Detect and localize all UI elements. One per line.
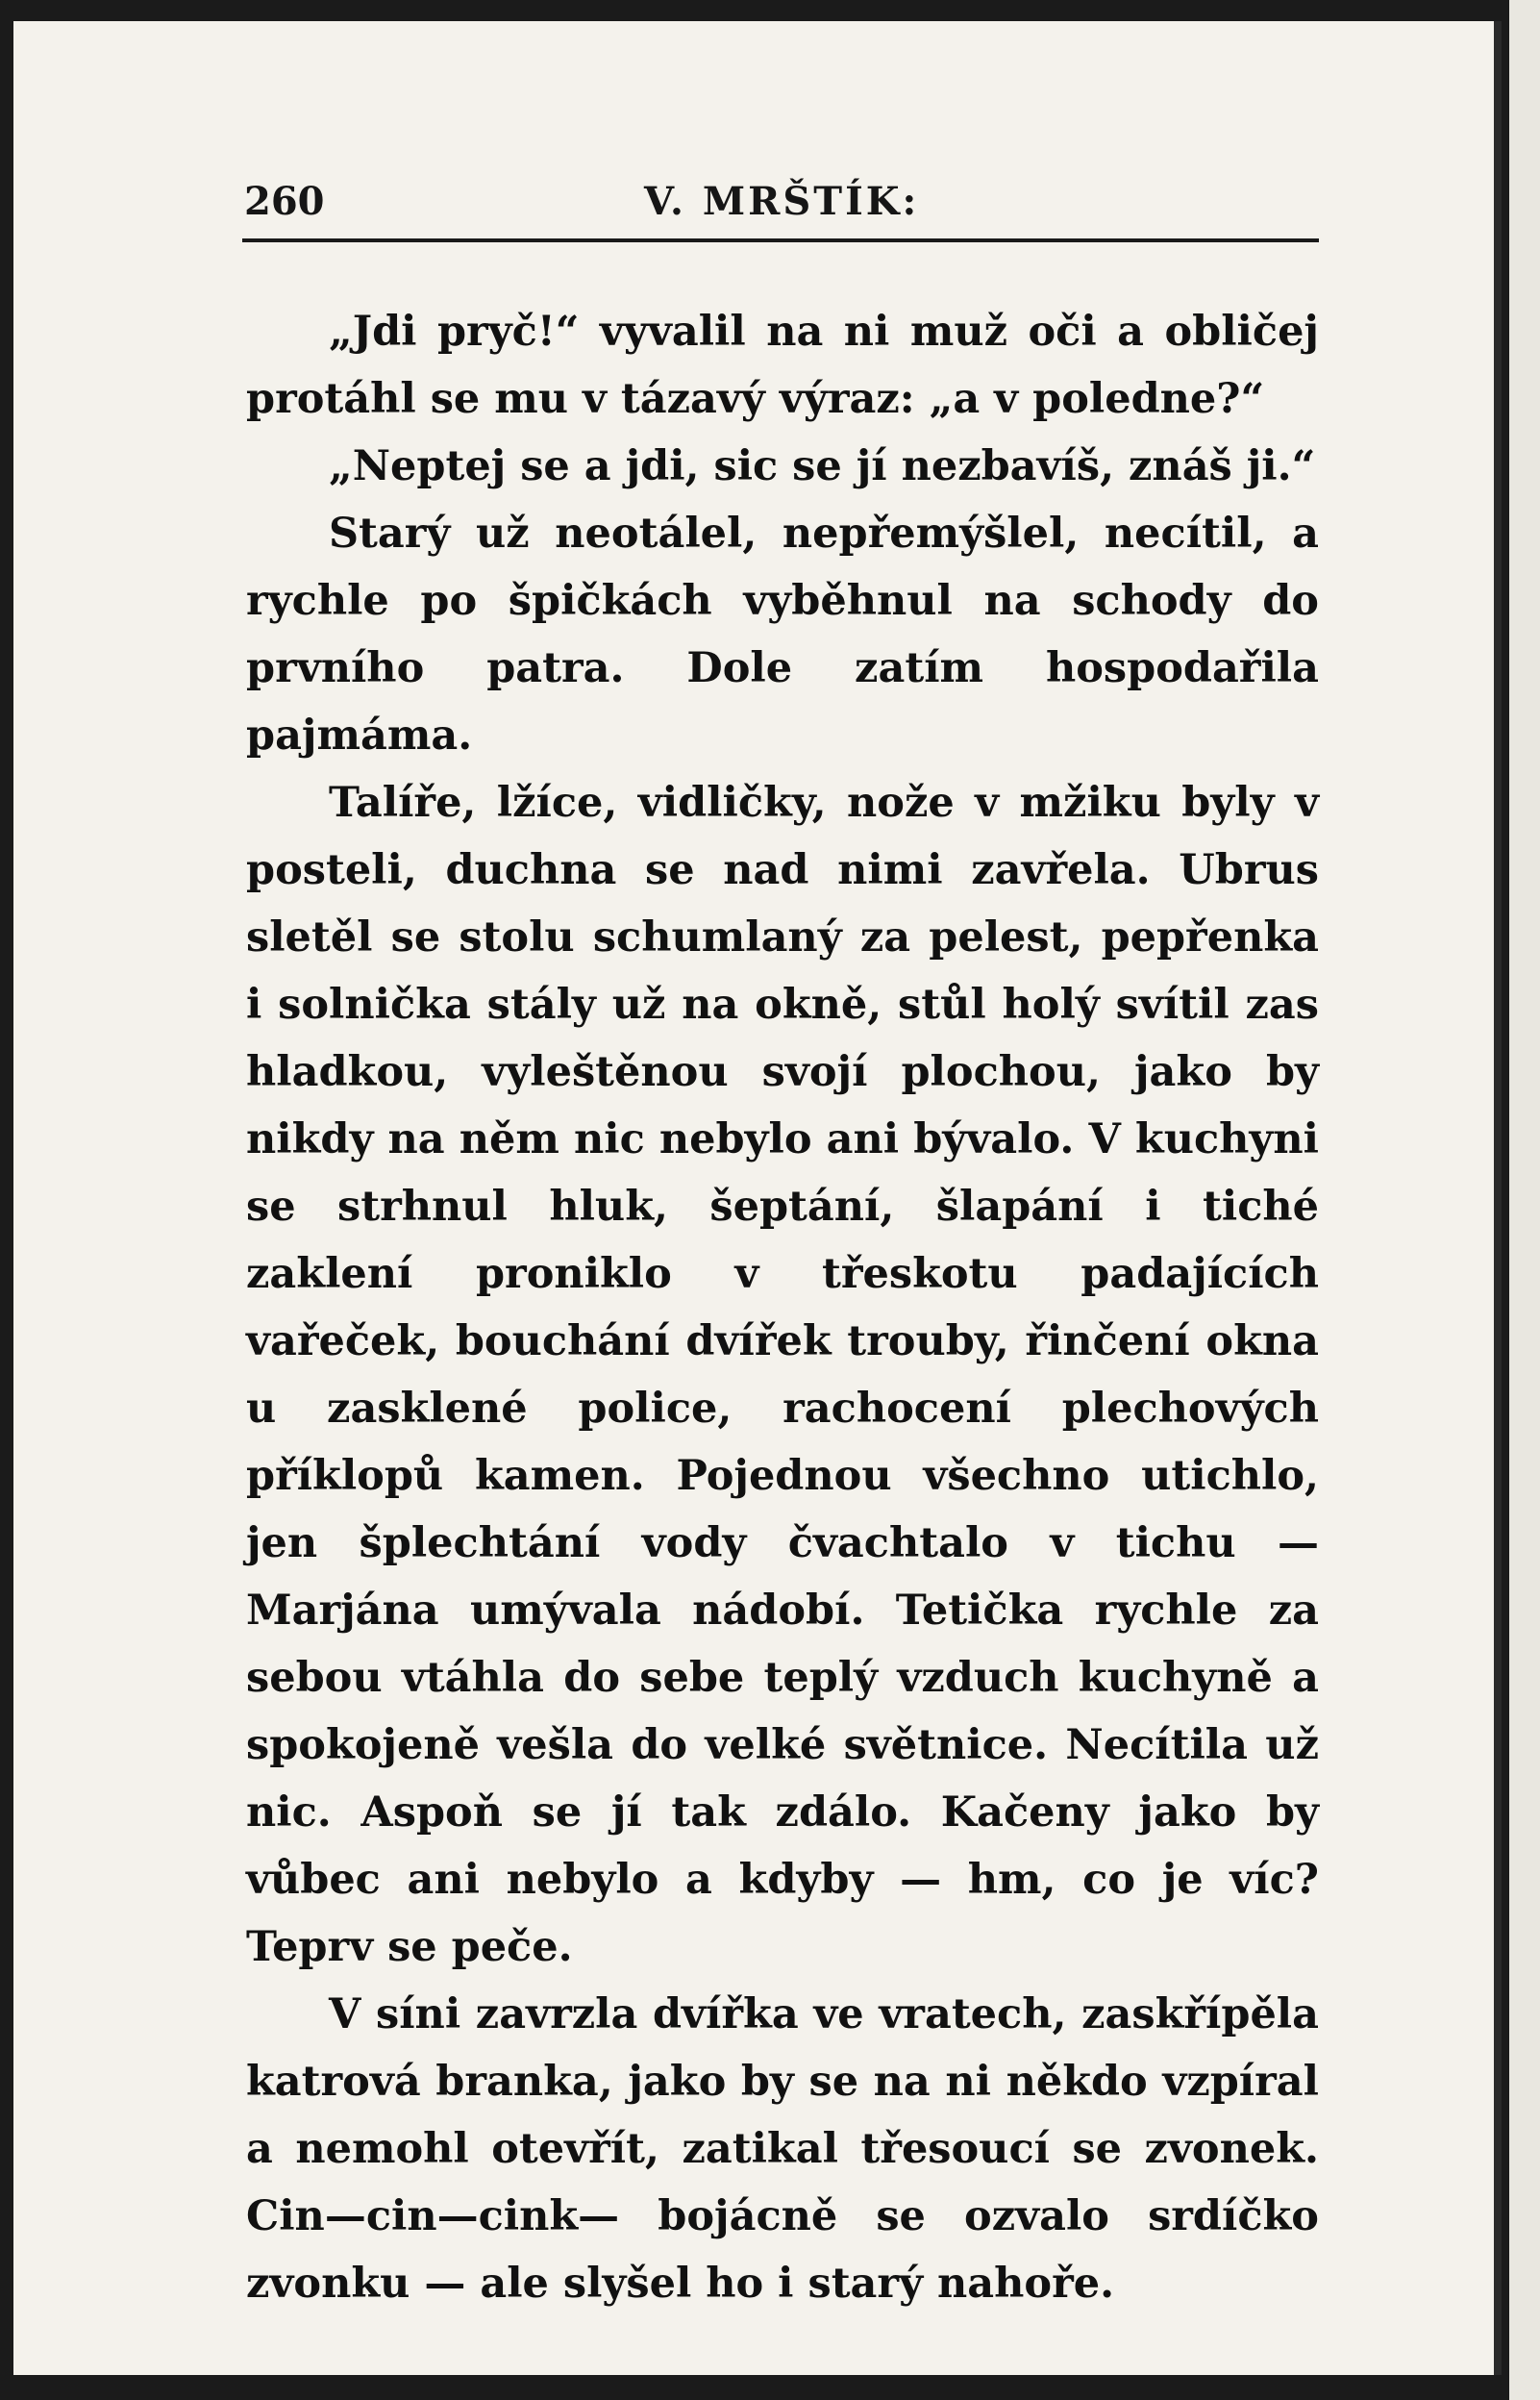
- paragraph: Talíře, lžíce, vidličky, nože v mžiku byly v posteli, duchna se nad nimi zavřela. Ubrus sletěl se stolu schumlaný za pelest, pepřenka i solnička stály už na okně, stůl holý svítil zas hladkou, vyleštěnou svojí plochou, jako by nikdy na něm nic nebylo ani bývalo. V kuchyni se strhnul hluk, šeptání, šlapání i tiché zaklení proniklo v třeskotu padajících vařeček, bouchání dvířek trouby, řinčení okna u zasklené police, rachocení plechových příklopů kamen. Pojednou všechno utichlo, jen šplechtání vody čvachtalo v tichu — Marjána umývala nádobí. Tetička rychle za sebou vtáhla do sebe teplý vzduch kuchyně a spokojeně vešla do velké světnice. Necítila už nic. Aspoň se jí tak zdálo. Kačeny jako by vůbec ani nebylo a kdyby — hm, co je víc? Teprv se peče.: [246, 779, 1319, 1971]
- body-text: [246, 298, 1319, 2317]
- page-number: 260: [244, 179, 325, 224]
- page-header: [231, 171, 1319, 238]
- running-head: V. MRŠTÍK:: [644, 179, 920, 224]
- paragraph: „Neptej se a jdi, sic se jí nezbavíš, znáš ji.“: [329, 442, 1316, 490]
- header-rule: [242, 238, 1319, 242]
- paragraph: Starý už neotálel, nepřemýšlel, necítil, a rychle po špičkách vyběhnul na schody do prvního patra. Dole zatím hospodařila pajmáma.: [246, 510, 1319, 760]
- next-page-edge: [1509, 0, 1540, 2400]
- paragraph: „Jdi pryč!“ vyvalil na ni muž oči a obličej protáhl se mu v tázavý výraz: „a v poledne?“: [246, 308, 1319, 423]
- paragraph: V síni zavrzla dvířka ve vratech, zaskřípěla katrová branka, jako by se na ni někdo vzpíral a nemohl otevřít, zatikal třesoucí se zvonek. Cin—cin—cink— bojácně se ozvalo srdíčko zvonku — ale slyšel ho i starý nahoře.: [246, 1990, 1319, 2308]
